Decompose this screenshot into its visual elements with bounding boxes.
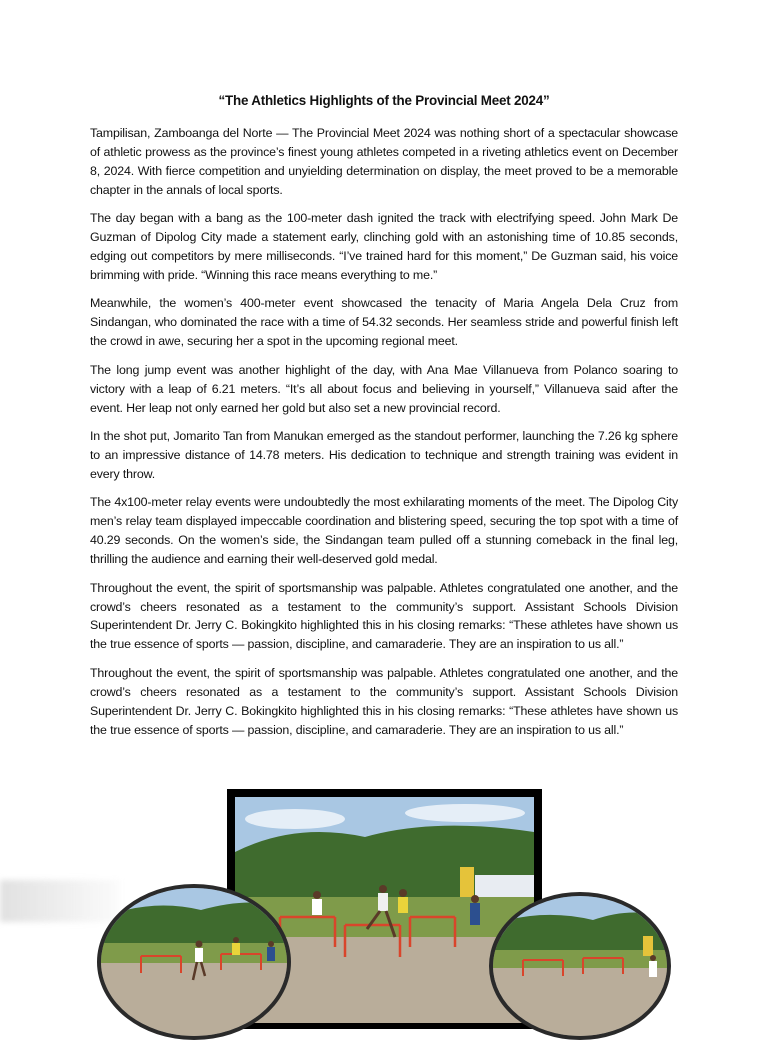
cloud xyxy=(405,804,525,822)
paragraph-long-jump: The long jump event was another highlight of the day, with Ana Mae Villanueva from Polanco soaring to victory with a leap of 6.21 meters. “It’s all about focus and believing in yourself,” Villanueva said after the event. Her leap not only earned her gold but also set a new provincial record. xyxy=(90,362,678,415)
article-title: “The Athletics Highlights of the Provincial Meet 2024” xyxy=(218,93,550,108)
hurdles-scene-left xyxy=(101,888,287,1036)
paragraph-shot-put: In the shot put, Jomarito Tan from Manukan emerged as the standout performer, launching the 7.26 kg sphere to an impressive distance of 14.78 meters. His dedication to technique and strength training was evident in every throw. xyxy=(90,429,678,481)
paragraph-100m-dash: The day began with a bang as the 100-meter dash ignited the track with electrifying speed. John Mark De Guzman of Dipolog City made a statement early, clinching gold with an astonishing time of 10.85 seconds, edging out competitors by mere milliseconds. “I’ve trained hard for this moment,” De Guzman said, his voice brimming with pride. “Winning this race means everything to me.” xyxy=(90,211,678,282)
tower xyxy=(460,867,474,897)
paragraph-sportsmanship: Throughout the event, the spirit of sportsmanship was palpable. Athletes congratulated one another, and the crowd’s cheers resonated as a testament to the community’s support. Assistant Schools Division Superintendent Dr. Jerry C. Bokingkito highlighted this in his closing remarks: “These athletes have shown us the true essence of sports — passion, discipline, and camaraderie. They are an inspiration to us all.” xyxy=(90,580,678,652)
paragraph-relay: The 4x100-meter relay events were undoubtedly the most exhilarating moments of the meet. The Dipolog City men’s relay team displayed impeccable coordination and blistering speed, securing the top spot with a time of 40.29 seconds. On the women’s side, the Sindangan team pulled off a stunning comeback in the final leg, thrilling the audience and earning their well-deserved gold medal. xyxy=(90,495,678,567)
paragraph-sportsmanship-repeat: Throughout the event, the spirit of sportsmanship was palpable. Athletes congratulated one another, and the crowd’s cheers resonated as a testament to the community’s support. Assistant Schools Division Superintendent Dr. Jerry C. Bokingkito highlighted this in his closing remarks: “These athletes have shown us the true essence of sports — passion, discipline, and camaraderie. They are an inspiration to us all.” xyxy=(90,665,678,737)
cloud xyxy=(245,809,345,829)
hurdles-photo-left-oval xyxy=(97,884,291,1040)
hurdles-scene-right xyxy=(493,896,667,1036)
scan-smudge xyxy=(0,880,120,922)
paragraph-intro: Tampilisan, Zamboanga del Norte — The Provincial Meet 2024 was nothing short of a spectacular showcase of athletic prowess as the province’s finest young athletes competed in a riveting athletics event on December 8, 2024. With fierce competition and unyielding determination on display, the meet proved to be a memorable chapter in the annals of local sports. xyxy=(90,126,678,197)
hurdles-photo-right-oval xyxy=(489,892,671,1040)
paragraph-400m: Meanwhile, the women’s 400-meter event showcased the tenacity of Maria Angela Dela Cruz from Sindangan, who dominated the race with a time of 54.32 seconds. Her seamless stride and powerful finish left the crowd in awe, securing her a spot in the upcoming regional meet. xyxy=(90,296,678,349)
article-body xyxy=(90,124,678,749)
